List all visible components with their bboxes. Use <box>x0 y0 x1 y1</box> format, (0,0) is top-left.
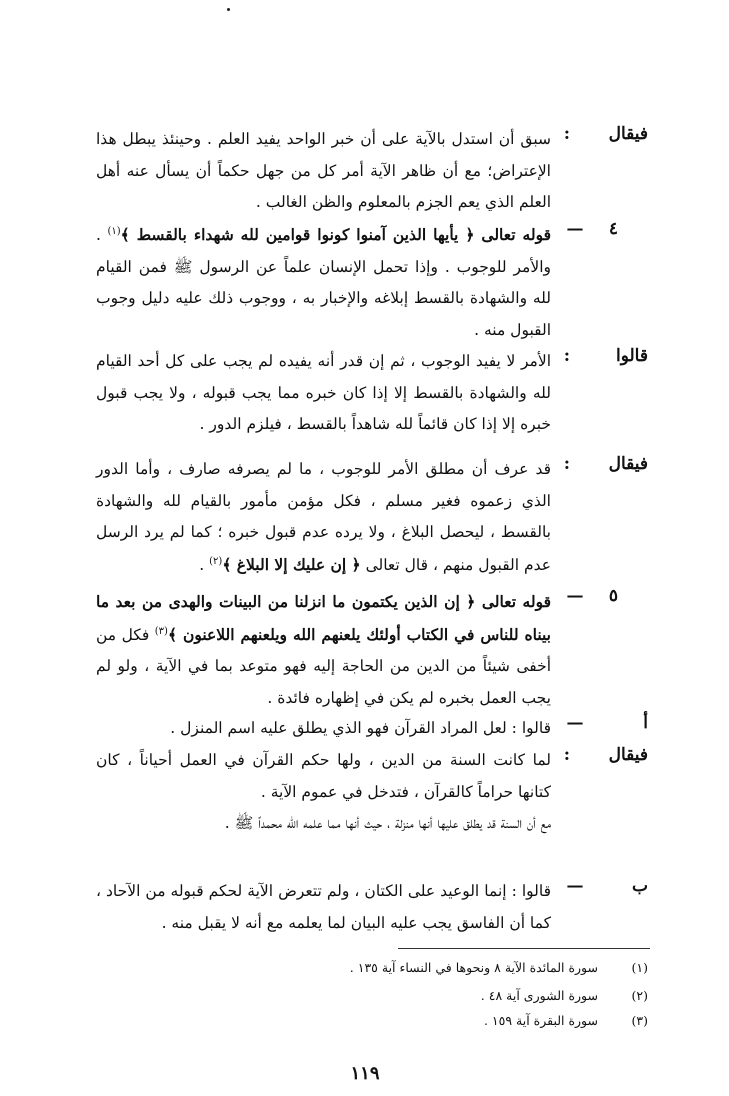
entry-letter: ب <box>631 876 648 896</box>
entry-number: ٤ <box>608 219 618 239</box>
colon-separator: : <box>563 346 570 366</box>
dash-separator: — <box>566 219 584 239</box>
entry-letter: أ <box>643 713 648 733</box>
verse-quote: ﴿ إن عليك إلا البلاغ ﴾ <box>222 554 361 574</box>
footnote-text: سورة المائدة الآية ٨ ونحوها في النساء آية ١٣٥ . <box>349 960 598 975</box>
footnote-number: (٢) <box>631 988 648 1003</box>
footnote-number: (٣) <box>631 1013 648 1028</box>
dash-separator: — <box>566 586 584 606</box>
footnote-ref: (٣) <box>154 625 168 637</box>
dash-separator: — <box>566 713 584 733</box>
entry-3 <box>96 346 648 441</box>
footnote-ref: (١) <box>107 225 121 237</box>
entry-text: قد عرف أن مطلق الأمر للوجوب ، ما لم يصرفه صارف ، وأما الدور الذي زعموه فغير مسلم ، فكل مؤمن مأمور بالقيام لله والشهادة بالقسط ، ليحصل البلاغ ، ولا يرده عدم قبول خبره ؛ كما لم يرد الرسل عدم القبول منهم ، قال تعالى ﴿ إن عليك إلا البلاغ ﴾$^{(٢)}$ . <box>96 460 551 574</box>
entry-4 <box>96 454 648 581</box>
footnote-1 <box>96 960 648 976</box>
footnote-text: سورة الشورى آية ٤٨ . <box>480 988 598 1003</box>
footnote-3 <box>96 1013 648 1029</box>
entry-2 <box>96 219 648 346</box>
entry-text: سبق أن استدل بالآية على أن خبر الواحد يفيد العلم . وحينئذ يبطل هذا الإعتراض؛ مع أن ظاهر الآية أمر كل من جهل حكماً أن يسأل عنه أهل العلم الذي يعم الجزم بالمعلوم والظن الغالب . <box>96 130 551 211</box>
footnote-text: سورة البقرة آية ١٥٩ . <box>483 1013 598 1028</box>
entry-6 <box>96 745 648 840</box>
entry-text: قوله تعالى ﴿ يأيها الذين آمنوا كونوا قوامين لله شهداء بالقسط ﴾$^{(١)}$ . والأمر للوجوب . وإذا تحمل الإنسان علماً عن الرسول ﷺ فمن القيام لله والشهادة بالقسط إبلاغه والإخبار به ، ووجوب ذلك عليه دليل وجوب القبول منه . <box>96 225 551 339</box>
page-number: ١١٩ <box>350 1063 380 1084</box>
entry-number: ٥ <box>608 586 618 606</box>
colon-separator: : <box>563 124 570 144</box>
verse-quote: قوله تعالى ﴿ إن الذين يكتمون ما انزلنا من البينات والهدى من بعد ما بيناه للناس في الكتاب أولئك يلعنهم الله ويلعنهم اللاعنون ﴾ <box>96 592 551 644</box>
colon-separator: : <box>563 454 570 474</box>
entry-5 <box>96 586 648 714</box>
footnote-number: (١) <box>631 960 648 975</box>
top-dot <box>227 8 230 11</box>
entry-1 <box>96 124 648 219</box>
footnote-divider <box>398 948 650 949</box>
entry-text: لما كانت السنة من الدين ، ولها حكم القرآن في العمل أحياناً ، كان كتانها حراماً كالقرآن ، فتدخل في عموم الآية . مع أن السنة قد يطلق عليها أنها منزلة ، حيث أنها مما علمه الله محمداً ﷺ . <box>96 751 551 832</box>
verse-quote: قوله تعالى ﴿ يأيها الذين آمنوا كونوا قوامين لله شهداء بالقسط ﴾ <box>120 225 551 244</box>
dash-separator: — <box>566 876 584 896</box>
entry-a <box>96 713 648 745</box>
footnote-2 <box>96 988 648 1004</box>
entry-marker: قالوا <box>616 346 648 366</box>
entry-marker: فيقال <box>608 454 648 474</box>
entry-marker: فيقال <box>608 124 648 144</box>
entry-text: قوله تعالى ﴿ إن الذين يكتمون ما انزلنا من البينات والهدى من بعد ما بيناه للناس في الكتاب أولئك يلعنهم الله ويلعنهم اللاعنون ﴾$^{(٣)}$ فكل من أخفى شيئاً من الدين من الحاجة إليه فهو متوعد بما في الآية ، ولو لم يجب العمل بخبره لم يكن في إظهاره فائدة . <box>96 592 551 707</box>
entry-marker: فيقال <box>608 745 648 765</box>
footnote-ref: (٢) <box>209 555 223 567</box>
entry-text: قالوا : لعل المراد القرآن فهو الذي يطلق عليه اسم المنزل . <box>170 719 551 737</box>
entry-text: الأمر لا يفيد الوجوب ، ثم إن قدر أنه يفيده لم يجب على كل أحد القيام لله والشهادة بالقسط إلا إذا كان خبره مما يجب قبوله ، ولا يجب قبول خبره إلا إذا كان قائماً لله شاهداً بالقسط ، فيلزم الدور . <box>96 352 551 433</box>
colon-separator: : <box>563 745 570 765</box>
entry-text: قالوا : إنما الوعيد على الكتان ، ولم تتعرض الآية لحكم قبوله من الآحاد ، كما أن الفاسق يجب عليه البيان لما يعلمه مع أنه لا يقبل منه . <box>96 882 551 932</box>
entry-b <box>96 876 648 939</box>
